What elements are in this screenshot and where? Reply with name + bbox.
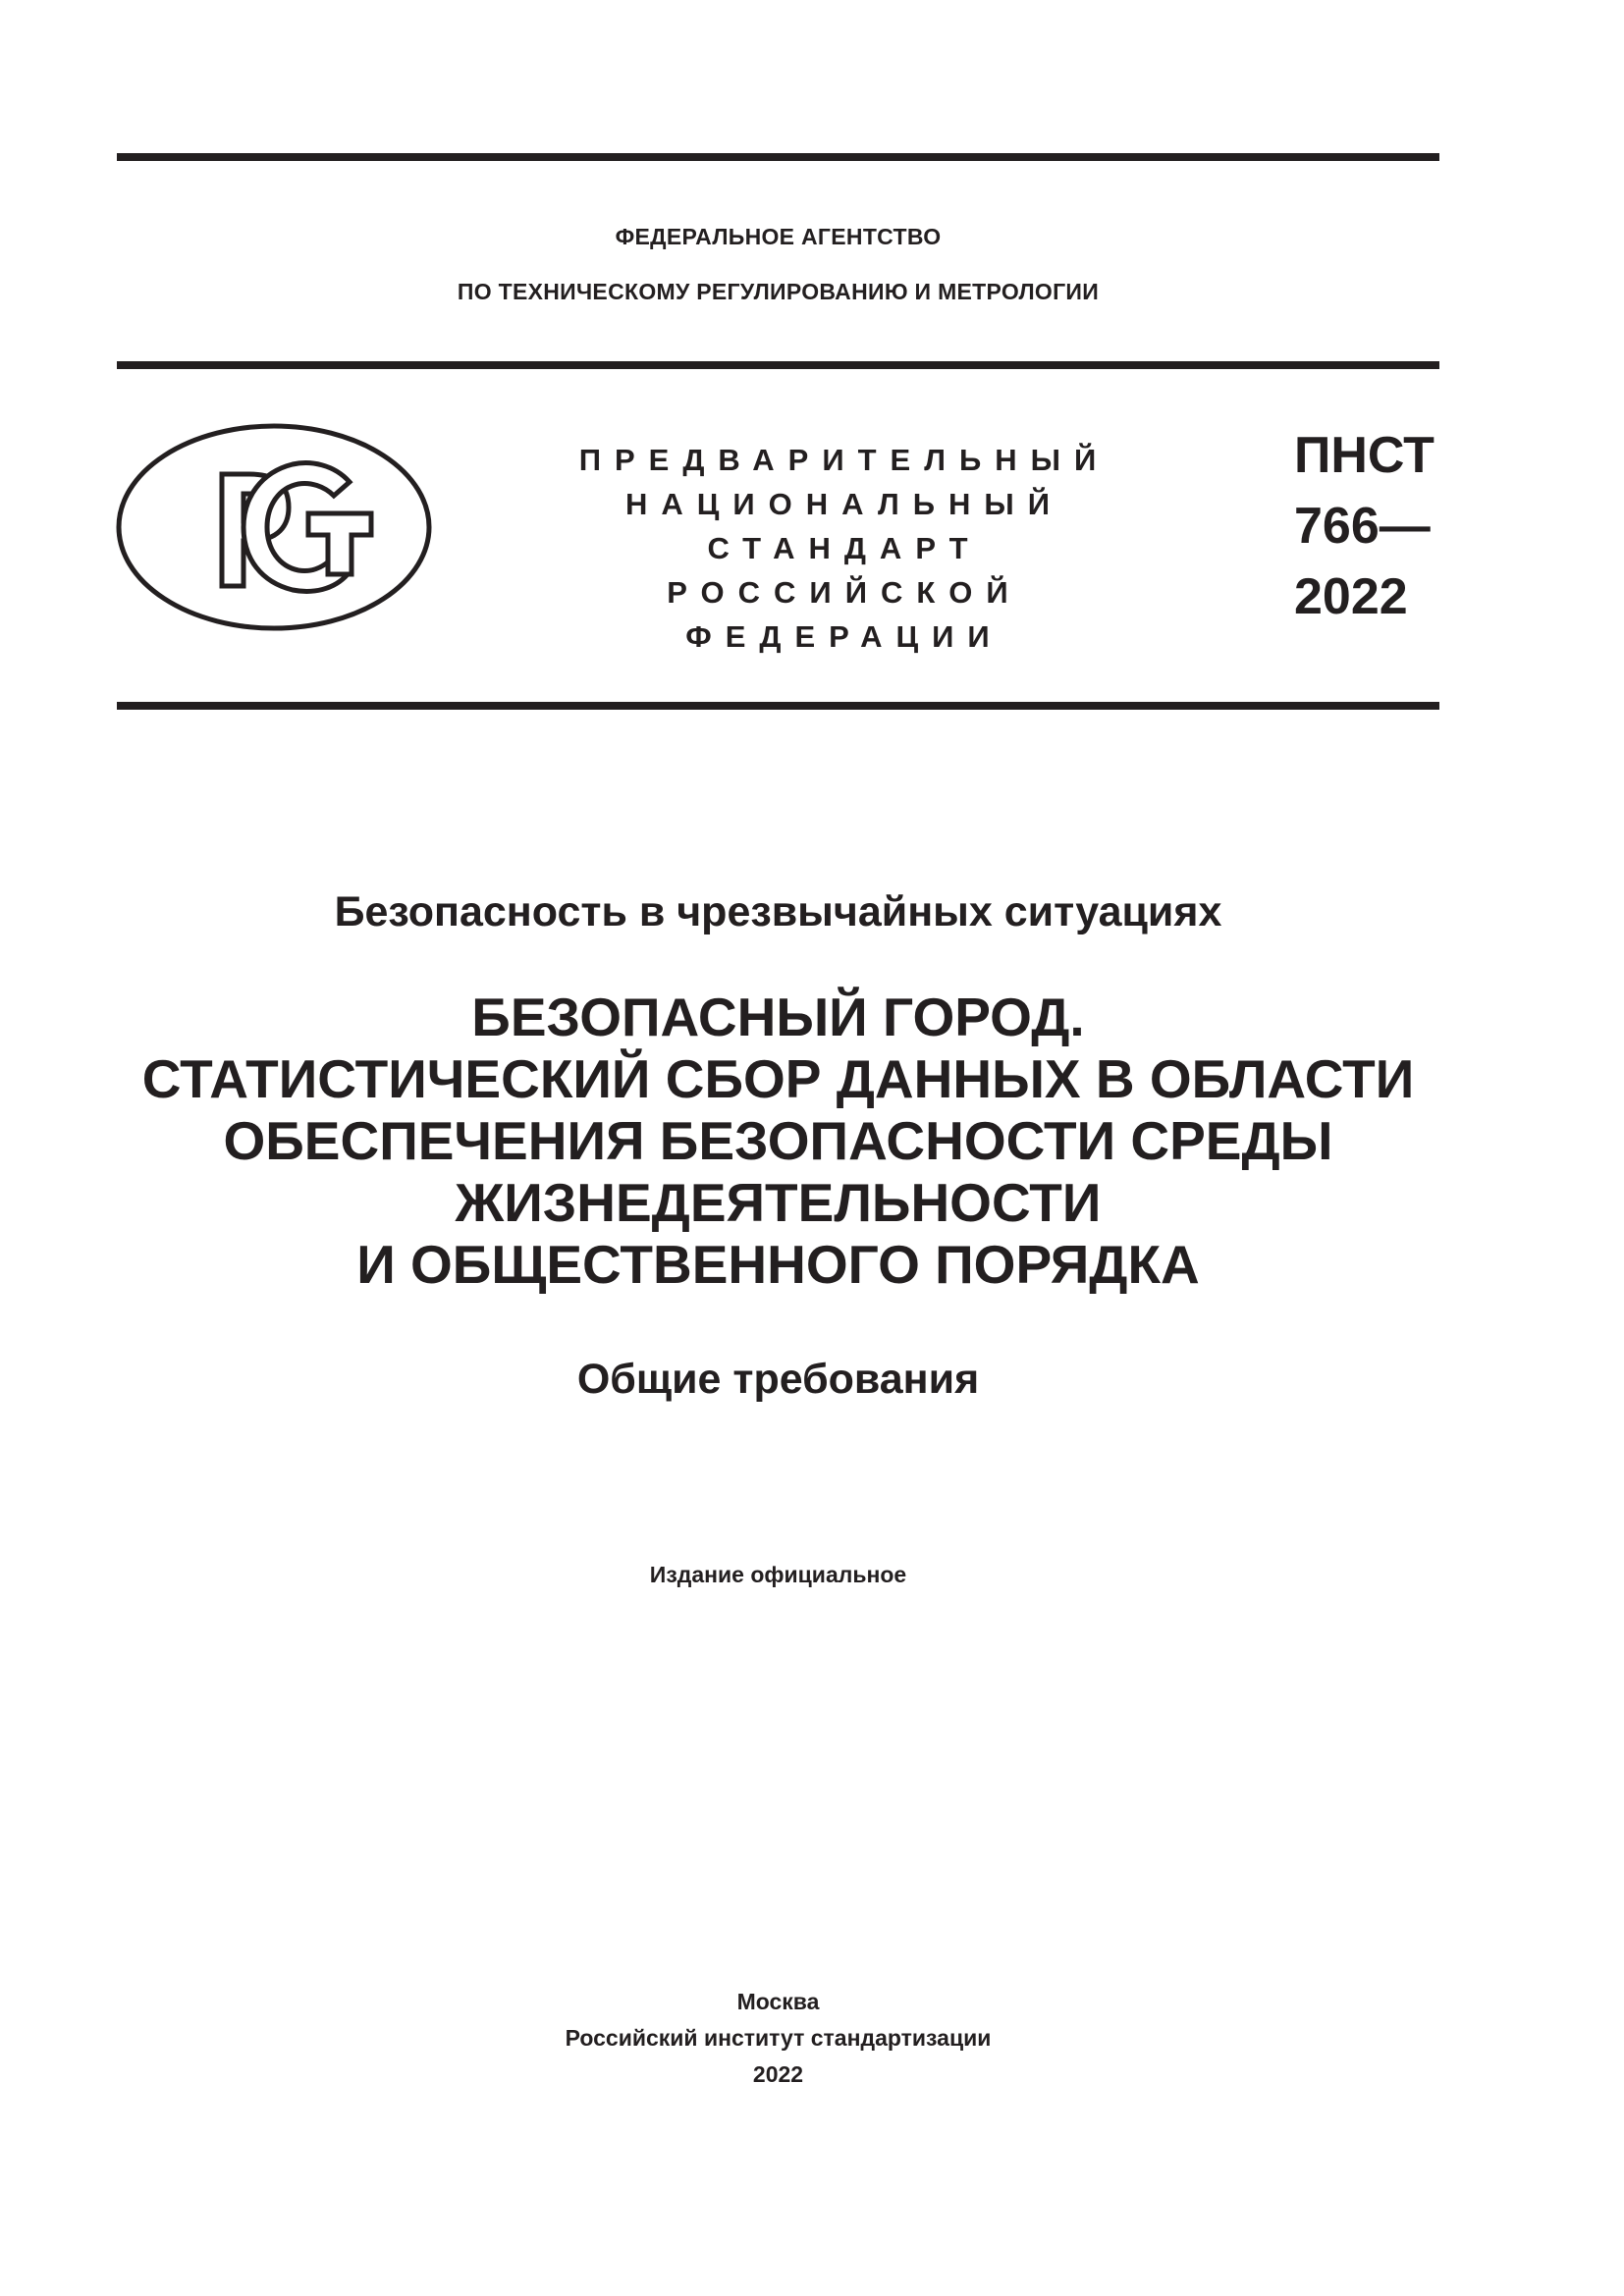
imprint-year: 2022 [752, 2061, 804, 2087]
top-rule [117, 153, 1439, 161]
imprint-publisher: Российский институт стандартизации [565, 2025, 992, 2051]
header-bottom-rule [117, 702, 1439, 710]
title-line-3: ОБЕСПЕЧЕНИЯ БЕЗОПАСНОСТИ СРЕДЫ [223, 1110, 1333, 1171]
agency-name-line-2: ПО ТЕХНИЧЕСКОМУ РЕГУЛИРОВАНИЮ И МЕТРОЛОГИИ [457, 279, 1100, 304]
title-line-4: ЖИЗНЕДЕЯТЕЛЬНОСТИ [455, 1172, 1102, 1233]
standard-type-line-3: СТАНДАРТ [707, 531, 982, 565]
title-line-1: БЕЗОПАСНЫЙ ГОРОД. [471, 987, 1085, 1047]
standard-type-line-5: ФЕДЕРАЦИИ [685, 619, 1003, 654]
publisher-imprint [117, 1984, 1439, 2093]
gost-r-logo-icon [116, 423, 432, 631]
section-heading: Безопасность в чрезвычайных ситуациях [334, 888, 1222, 935]
edition-note: Издание официальное [649, 1562, 907, 1587]
designation-line-2: 766— [1294, 498, 1431, 555]
standard-designation [1294, 420, 1435, 632]
standard-type-line-4: РОССИЙСКОЙ [667, 575, 1022, 610]
designation-line-3: 2022 [1294, 568, 1408, 625]
standard-type-label [550, 438, 1139, 659]
imprint-city: Москва [736, 1989, 820, 2014]
title-line-5: И ОБЩЕСТВЕННОГО ПОРЯДКА [356, 1234, 1200, 1295]
document-title [98, 987, 1458, 1296]
document-subtitle: Общие требования [576, 1356, 980, 1403]
title-line-2: СТАТИСТИЧЕСКИЙ СБОР ДАННЫХ В ОБЛАСТИ [141, 1048, 1415, 1109]
header-rule [117, 361, 1439, 369]
standard-type-line-2: НАЦИОНАЛЬНЫЙ [624, 487, 1064, 521]
standard-type-line-1: ПРЕДВАРИТЕЛЬНЫЙ [578, 443, 1110, 477]
designation-line-1: ПНСТ [1294, 427, 1435, 484]
agency-name-line-1: ФЕДЕРАЛЬНОЕ АГЕНТСТВО [615, 224, 942, 249]
logo-letter-r [175, 480, 214, 596]
